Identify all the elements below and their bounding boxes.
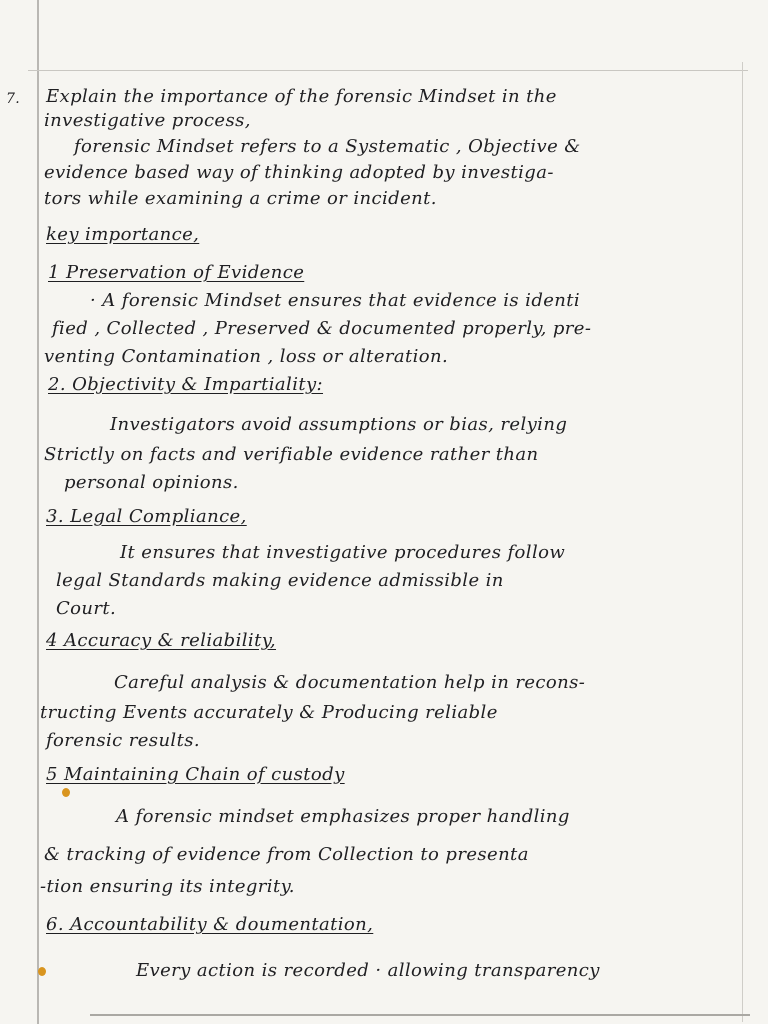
- definition-line-3: tors while examining a crime or incident.: [44, 188, 437, 209]
- point-2-line-3: personal opinions.: [64, 472, 239, 493]
- definition-line-1: forensic Mindset refers to a Systematic , Objective &: [74, 136, 581, 157]
- point-6-line-1: Every action is recorded · allowing transparency: [136, 960, 600, 981]
- point-3-line-2: legal Standards making evidence admissible in: [56, 570, 504, 591]
- page-right-edge: [742, 62, 743, 1022]
- ink-spot: [62, 788, 70, 797]
- question-line-2: investigative process,: [44, 110, 251, 131]
- point-5-heading: 5 Maintaining Chain of custody: [46, 764, 345, 785]
- point-3-line-1: It ensures that investigative procedures follow: [120, 542, 566, 563]
- margin-line: [37, 0, 39, 1024]
- point-4-line-3: forensic results.: [46, 730, 200, 751]
- point-4-heading: 4 Accuracy & reliability,: [46, 630, 277, 651]
- point-5-line-3: -tion ensuring its integrity.: [40, 876, 295, 897]
- point-2-line-2: Strictly on facts and verifiable evidence rather than: [44, 444, 539, 465]
- key-importance-heading: key importance,: [46, 224, 200, 245]
- definition-line-2: evidence based way of thinking adopted by investiga-: [44, 162, 554, 183]
- question-line-1: Explain the importance of the forensic Mindset in the: [46, 86, 557, 107]
- point-1-line-1: · A forensic Mindset ensures that evidence is identi: [90, 290, 581, 311]
- point-6-heading: 6. Accountability & doumentation,: [46, 914, 374, 935]
- point-2-heading: 2. Objectivity & Impartiality:: [48, 374, 324, 395]
- ink-spot: [38, 967, 46, 976]
- point-2-line-1: Investigators avoid assumptions or bias, relying: [110, 414, 568, 435]
- point-4-line-2: tructing Events accurately & Producing reliable: [40, 702, 498, 723]
- point-1-line-2: fied , Collected , Preserved & documented properly, pre-: [52, 318, 592, 339]
- point-5-line-1: A forensic mindset emphasizes proper handling: [116, 806, 570, 827]
- point-3-line-3: Court.: [56, 598, 117, 619]
- top-rule: [28, 70, 748, 71]
- question-number: 7.: [6, 91, 21, 107]
- point-5-line-2: & tracking of evidence from Collection to presenta: [44, 844, 529, 865]
- point-4-line-1: Careful analysis & documentation help in recons-: [114, 672, 586, 693]
- point-3-heading: 3. Legal Compliance,: [46, 506, 247, 527]
- point-1-line-3: venting Contamination , loss or alteration.: [44, 346, 449, 367]
- bottom-rule: [90, 1014, 750, 1016]
- point-1-heading: 1 Preservation of Evidence: [48, 262, 305, 283]
